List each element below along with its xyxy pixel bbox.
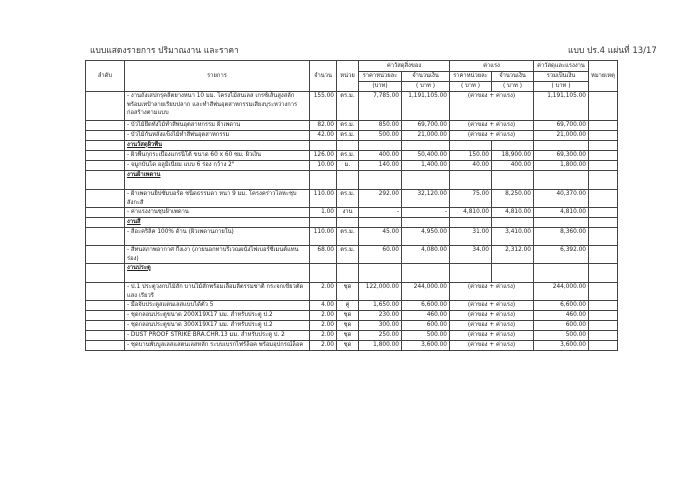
cell-labor-amount: 4,810.00 bbox=[492, 208, 534, 218]
table-row bbox=[86, 131, 618, 141]
cell-total: 6,392.00 bbox=[534, 246, 589, 264]
cell-remark bbox=[589, 228, 618, 246]
header-labor-group: ค่าแรง bbox=[450, 61, 534, 72]
table-row bbox=[86, 246, 618, 264]
cell-unit: ตร.ม. bbox=[337, 151, 359, 161]
cell-remark bbox=[589, 341, 618, 351]
header-mat-price-baht: (บาท) bbox=[359, 82, 402, 92]
cell-mat-price: 400.00 bbox=[359, 151, 402, 161]
cell-total: 8,360.00 bbox=[534, 228, 589, 246]
cell-item: - งานถังเสปกรุคลีตยางหนา 10 มม. โครงไม้สนเลส เกรซ์เส้นสูงสลัก พร้อมเทป้าลายเรียบปลาก และทำสีพ่นอุตสาหกรรมเสียงบุระหว่างการก่อสร้างตามแบบ bbox=[125, 92, 310, 121]
cell-mat-amount: 50,400.00 bbox=[402, 151, 450, 161]
cell-item: - จมูกบันได อลูมิเนียม แบบ 6 ร่อง กว้าง 2" bbox=[125, 161, 310, 171]
header-order: ลำดับ bbox=[86, 61, 125, 92]
cell-empty bbox=[534, 264, 589, 283]
cell-empty bbox=[492, 171, 534, 190]
cell-empty bbox=[534, 141, 589, 151]
section-row bbox=[86, 264, 618, 283]
cell-labor-price: 34.00 bbox=[450, 246, 492, 264]
cell-mat-price: 1,800.00 bbox=[359, 341, 402, 351]
cell-unit: ตร.ม. bbox=[337, 228, 359, 246]
section-row bbox=[86, 141, 618, 151]
cell-order bbox=[86, 341, 125, 351]
cell-empty bbox=[310, 141, 337, 151]
cell-mat-amount: 244,000.00 bbox=[402, 283, 450, 301]
header-material-group: ค่าวัสดุสิ่งของ bbox=[359, 61, 450, 72]
cell-labor-price: 31.00 bbox=[450, 228, 492, 246]
table-row bbox=[86, 331, 618, 341]
cell-order bbox=[86, 301, 125, 311]
cell-labor-note: (ค่าของ + ค่าแรง) bbox=[450, 321, 534, 331]
cell-order bbox=[86, 92, 125, 121]
header-remark: หมายเหตุ bbox=[589, 61, 618, 92]
cell-order bbox=[86, 331, 125, 341]
cell-unit: ชุด bbox=[337, 321, 359, 331]
cell-order bbox=[86, 228, 125, 246]
cell-unit: ชุด bbox=[337, 341, 359, 351]
cell-total: 6,600.00 bbox=[534, 301, 589, 311]
cell-qty: 2.00 bbox=[310, 283, 337, 301]
cell-unit: ชุด bbox=[337, 311, 359, 321]
cell-item: - ชุดบานพับบูลเลสแสตนเลสหลัก ระบบเบรกไฟร์ล็อค พร้อมอุปกรณ์ล็อค bbox=[125, 341, 310, 351]
cell-mat-price: 300.00 bbox=[359, 321, 402, 331]
table-row bbox=[86, 341, 618, 351]
cell-empty bbox=[492, 264, 534, 283]
cell-unit: งาน bbox=[337, 208, 359, 218]
cell-remark bbox=[589, 246, 618, 264]
cell-order bbox=[86, 131, 125, 141]
cell-empty bbox=[402, 264, 450, 283]
table-row bbox=[86, 311, 618, 321]
document-title: แบบแสดงรายการ ปริมาณงาน และราคา bbox=[90, 46, 239, 56]
cell-qty: 2.00 bbox=[310, 331, 337, 341]
cell-item bbox=[125, 141, 310, 151]
cell-item: - สีอะคริลิค 100% ด้าน (ผิวเพดานภายใน) bbox=[125, 228, 310, 246]
cell-empty bbox=[589, 171, 618, 190]
cell-qty: 2.00 bbox=[310, 341, 337, 351]
cell-empty bbox=[402, 171, 450, 190]
cell-total: 69,700.00 bbox=[534, 121, 589, 131]
cell-labor-note: (ค่าของ + ค่าแรง) bbox=[450, 331, 534, 341]
cell-mat-amount: 6,600.00 bbox=[402, 301, 450, 311]
cell-qty: 68.00 bbox=[310, 246, 337, 264]
cell-remark bbox=[589, 121, 618, 131]
cell-item bbox=[125, 218, 310, 228]
header-total-group: ค่าวัสดุและแรงงาน bbox=[534, 61, 589, 72]
cell-mat-amount: - bbox=[402, 208, 450, 218]
cell-mat-amount: 460.00 bbox=[402, 311, 450, 321]
cell-empty bbox=[534, 218, 589, 228]
cell-empty bbox=[589, 218, 618, 228]
cell-empty bbox=[310, 171, 337, 190]
cell-order bbox=[86, 246, 125, 264]
cell-empty bbox=[402, 218, 450, 228]
cell-unit: ตร.ม. bbox=[337, 121, 359, 131]
cell-order bbox=[86, 121, 125, 131]
cell-mat-amount: 1,191,105.00 bbox=[402, 92, 450, 121]
cell-unit: ชุด bbox=[337, 283, 359, 301]
cell-total: 69,300.00 bbox=[534, 151, 589, 161]
cell-remark bbox=[589, 301, 618, 311]
cell-total: 1,800.00 bbox=[534, 161, 589, 171]
cell-mat-price: 500.00 bbox=[359, 131, 402, 141]
header-qty: จำนวน bbox=[310, 61, 337, 92]
cell-empty bbox=[450, 264, 492, 283]
header-labor-amount: จำนวนเงิน bbox=[492, 72, 534, 82]
cell-item: - สีทนสภาพอากาศ กึ่งเงา (ภายนอกทาบริเวณผนังไฟเบอร์ซีเมนต์แทนร่อง) bbox=[125, 246, 310, 264]
cell-empty bbox=[310, 264, 337, 283]
cell-empty bbox=[359, 264, 402, 283]
cell-mat-amount: 3,600.00 bbox=[402, 341, 450, 351]
cell-labor-note: (ค่าของ + ค่าแรง) bbox=[450, 341, 534, 351]
cell-total: 500.00 bbox=[534, 331, 589, 341]
table-row bbox=[86, 321, 618, 331]
section-heading: งานวัสดุผิวพื้น bbox=[127, 142, 163, 148]
section-heading: งานสี bbox=[127, 219, 141, 225]
cell-labor-amount: 18,900.00 bbox=[492, 151, 534, 161]
section-heading: งานประตู bbox=[127, 265, 151, 271]
cell-mat-amount: 69,700.00 bbox=[402, 121, 450, 131]
cell-remark bbox=[589, 311, 618, 321]
cell-remark bbox=[589, 283, 618, 301]
cell-empty bbox=[589, 264, 618, 283]
cell-labor-note: (ค่าของ + ค่าแรง) bbox=[450, 121, 534, 131]
table-row bbox=[86, 92, 618, 121]
cell-remark bbox=[589, 190, 618, 208]
cell-labor-price: 150.00 bbox=[450, 151, 492, 161]
cell-remark bbox=[589, 131, 618, 141]
section-row bbox=[86, 171, 618, 190]
cell-qty: 110.00 bbox=[310, 228, 337, 246]
cell-order bbox=[86, 161, 125, 171]
cell-empty bbox=[337, 218, 359, 228]
cell-empty bbox=[310, 218, 337, 228]
header-mat-amount: จำนวนเงิน bbox=[402, 72, 450, 82]
cell-empty bbox=[589, 141, 618, 151]
cell-mat-price: 292.00 bbox=[359, 190, 402, 208]
cell-mat-price: 1,650.00 bbox=[359, 301, 402, 311]
cell-mat-amount: 4,950.00 bbox=[402, 228, 450, 246]
cell-qty: 4.00 bbox=[310, 301, 337, 311]
cell-labor-note: (ค่าของ + ค่าแรง) bbox=[450, 92, 534, 121]
cell-labor-note: (ค่าของ + ค่าแรง) bbox=[450, 301, 534, 311]
cell-labor-price: 75.00 bbox=[450, 190, 492, 208]
table-row bbox=[86, 161, 618, 171]
cell-labor-price: 40.00 bbox=[450, 161, 492, 171]
cell-item bbox=[125, 171, 310, 190]
cell-item: - ผิวพื้นกุกระเบื้องแกรนิโต้ ขนาด 60 x 60 ซม. ผิวเงิน bbox=[125, 151, 310, 161]
cell-labor-amount: 8,250.00 bbox=[492, 190, 534, 208]
cell-unit: คู่ bbox=[337, 301, 359, 311]
table-row bbox=[86, 121, 618, 131]
cell-item: - บัวไม้กันหลังแข็งไม้ทำสีพ่นอุตสาหกรรม bbox=[125, 131, 310, 141]
cell-qty: 1.00 bbox=[310, 208, 337, 218]
cell-qty: 82.00 bbox=[310, 121, 337, 131]
cell-qty: 155.00 bbox=[310, 92, 337, 121]
cell-mat-amount: 4,080.00 bbox=[402, 246, 450, 264]
cell-empty bbox=[402, 141, 450, 151]
form-reference: แบบ ปร.4 แผ่นที่ 13/17 bbox=[568, 46, 657, 56]
cell-qty: 2.00 bbox=[310, 311, 337, 321]
header-labor-amount-baht: ( บาท ) bbox=[492, 82, 534, 92]
cell-mat-price: 122,000.00 bbox=[359, 283, 402, 301]
table-row bbox=[86, 228, 618, 246]
cell-item: - ฝ้าเพดานยิปซัมบอร์ด ชนิดธรรมดา หนา 9 มม. โครงคร่าวโลหะชุบสังกะสี bbox=[125, 190, 310, 208]
table-row bbox=[86, 190, 618, 208]
cell-total: 244,000.00 bbox=[534, 283, 589, 301]
cell-total: 4,810.00 bbox=[534, 208, 589, 218]
header-unit: หน่วย bbox=[337, 61, 359, 92]
cell-unit: ตร.ม. bbox=[337, 131, 359, 141]
header-labor-unit-price: ราคาหน่วยละ bbox=[450, 72, 492, 82]
header-mat-amount-baht: ( บาท ) bbox=[402, 82, 450, 92]
cell-mat-price: 230.00 bbox=[359, 311, 402, 321]
cell-qty: 126.00 bbox=[310, 151, 337, 161]
cell-empty bbox=[492, 218, 534, 228]
cell-total: 1,191,105.00 bbox=[534, 92, 589, 121]
cell-qty: 10.00 bbox=[310, 161, 337, 171]
cell-mat-amount: 32,120.00 bbox=[402, 190, 450, 208]
cell-order bbox=[86, 171, 125, 190]
cell-mat-price: 45.00 bbox=[359, 228, 402, 246]
cell-item: - DUST PROOF STRIKE BRA.CHR.13 มม. สำหรับประตู ป. 2 bbox=[125, 331, 310, 341]
cell-empty bbox=[450, 171, 492, 190]
cell-order bbox=[86, 218, 125, 228]
cell-empty bbox=[337, 264, 359, 283]
cell-empty bbox=[450, 218, 492, 228]
cell-remark bbox=[589, 151, 618, 161]
cell-item: - ชุดกลอนประตูขนาด 300X19X17 มม. สำหรับประตู ป.2 bbox=[125, 321, 310, 331]
cell-order bbox=[86, 141, 125, 151]
cell-order bbox=[86, 321, 125, 331]
cell-unit: ตร.ม. bbox=[337, 92, 359, 121]
header-total: รวมเป็นเงิน bbox=[534, 72, 589, 82]
cell-empty bbox=[450, 141, 492, 151]
cell-item: - มือจับประตูสแตนเลสแบบได้ตัว 5 bbox=[125, 301, 310, 311]
cell-mat-amount: 1,400.00 bbox=[402, 161, 450, 171]
cell-mat-amount: 500.00 bbox=[402, 331, 450, 341]
cell-unit: ม. bbox=[337, 161, 359, 171]
cell-empty bbox=[534, 171, 589, 190]
cell-empty bbox=[359, 171, 402, 190]
cell-item: - ชุดกลอนประตูขนาด 200X19X17 มม. สำหรับประตู ป.2 bbox=[125, 311, 310, 321]
cell-mat-price: 7,785.00 bbox=[359, 92, 402, 121]
cell-order bbox=[86, 283, 125, 301]
cell-item bbox=[125, 264, 310, 283]
cell-item: - บัวไม้ยึดทั้งไม้ทำสีพ่นอุตสาหกรรม ฝ้าเพดาน bbox=[125, 121, 310, 131]
cell-remark bbox=[589, 161, 618, 171]
cell-labor-note: (ค่าของ + ค่าแรง) bbox=[450, 131, 534, 141]
cell-labor-amount: 400.00 bbox=[492, 161, 534, 171]
cell-mat-amount: 21,000.00 bbox=[402, 131, 450, 141]
table-row bbox=[86, 151, 618, 161]
header-total-baht: ( บาท ) bbox=[534, 82, 589, 92]
cell-order bbox=[86, 190, 125, 208]
cell-labor-price: 4,810.00 bbox=[450, 208, 492, 218]
cell-empty bbox=[359, 218, 402, 228]
cell-labor-note: (ค่าของ + ค่าแรง) bbox=[450, 283, 534, 301]
cell-unit: ตร.ม. bbox=[337, 190, 359, 208]
cell-mat-price: - bbox=[359, 208, 402, 218]
table-row bbox=[86, 283, 618, 301]
cell-item: - ค่าแรงงานชุบฝ้าเพดาน bbox=[125, 208, 310, 218]
section-heading: งานฝ้าเพดาน bbox=[127, 172, 161, 178]
header-mat-unit-price: ราคาหน่วยละ bbox=[359, 72, 402, 82]
cell-remark bbox=[589, 92, 618, 121]
section-row bbox=[86, 218, 618, 228]
cell-empty bbox=[337, 141, 359, 151]
cell-total: 3,600.00 bbox=[534, 341, 589, 351]
cell-order bbox=[86, 264, 125, 283]
table-row bbox=[86, 208, 618, 218]
cell-qty: 110.00 bbox=[310, 190, 337, 208]
cell-remark bbox=[589, 321, 618, 331]
cell-remark bbox=[589, 208, 618, 218]
cell-qty: 2.00 bbox=[310, 321, 337, 331]
cell-unit: ชุด bbox=[337, 331, 359, 341]
cell-total: 460.00 bbox=[534, 311, 589, 321]
cell-mat-price: 140.00 bbox=[359, 161, 402, 171]
cell-order bbox=[86, 208, 125, 218]
cell-mat-price: 250.00 bbox=[359, 331, 402, 341]
cell-mat-price: 850.00 bbox=[359, 121, 402, 131]
cell-qty: 42.00 bbox=[310, 131, 337, 141]
cell-mat-amount: 600.00 bbox=[402, 321, 450, 331]
cell-total: 40,370.00 bbox=[534, 190, 589, 208]
table-row bbox=[86, 301, 618, 311]
cell-labor-amount: 2,312.00 bbox=[492, 246, 534, 264]
cell-order bbox=[86, 311, 125, 321]
cell-labor-amount: 3,410.00 bbox=[492, 228, 534, 246]
bill-of-quantities-table bbox=[85, 60, 618, 351]
cell-total: 600.00 bbox=[534, 321, 589, 331]
header-labor-price-baht: ( บาท ) bbox=[450, 82, 492, 92]
cell-empty bbox=[337, 171, 359, 190]
cell-total: 21,000.00 bbox=[534, 131, 589, 141]
cell-unit: ตร.ม. bbox=[337, 246, 359, 264]
cell-mat-price: 60.00 bbox=[359, 246, 402, 264]
cell-remark bbox=[589, 331, 618, 341]
cell-labor-note: (ค่าของ + ค่าแรง) bbox=[450, 311, 534, 321]
cell-empty bbox=[492, 141, 534, 151]
cell-empty bbox=[359, 141, 402, 151]
cell-order bbox=[86, 151, 125, 161]
cell-item: - ป.1 ประตูวงกบไม้สัก บานไม้สักพร้อมเลื่อมลีตรรมชาติ กระจกเขียวตัดแสง เรียวรี bbox=[125, 283, 310, 301]
header-item: รายการ bbox=[125, 61, 310, 92]
